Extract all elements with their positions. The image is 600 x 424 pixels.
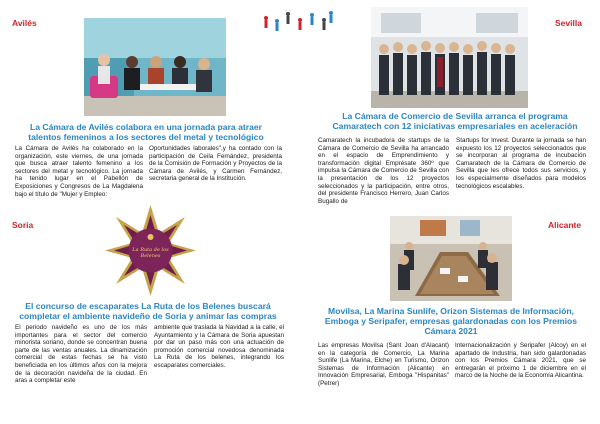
meeting-table-photo-icon [390, 216, 512, 301]
alicante-text-col2: Internacionalización y Seripafer (Alcoy) en el apartado de Industria, han sido galardonadas con los Premios Cámara 2021, que se entregarán el próximo 1 de diciembre en el marco de la Noche de la Economía Alicantina. [455, 342, 586, 380]
panel-discussion-photo-icon [84, 18, 226, 116]
soria-text-col2: ambiente que traslada la Navidad a la calle, el Ayuntamiento y la Cámara de Soria apuestan por dar un paso más con una actuación de promoción comercial novedosa denominada La Ruta de los belenes, integrando los escaparates comerciales. [154, 324, 284, 369]
aviles-text-col1: La Cámara de Avilés ha colaborado en la organización, este viernes, de una jornada que busca atraer talento femenino a los sectores del metal y tecnológico. La jornada ha tenido lugar en el Pabellón de Exposiciones y Congresos de La Magdalena bajo el título de "Mujer y Empleo: [15, 145, 143, 198]
soria-region-label: Soria [12, 220, 34, 230]
alicante-region-label: Alicante [548, 220, 582, 230]
sevilla-region-label: Sevilla [555, 18, 582, 28]
aviles-headline: La Cámara de Avilés colabora en una jornada para atraer talentos femeninos a los sectores del metal y tecnológico [28, 122, 264, 142]
soria-headline: El concurso de escaparates La Ruta de los Belenes buscará completar el ambiente navideño de Soria y animar las compras [19, 301, 277, 321]
aviles-photo [84, 18, 226, 116]
group-photo-icon [371, 7, 528, 108]
sevilla-text-col2: Startups for Invest. Durante la jornada se han expuesto los 12 proyectos seleccionados que se incorporan al programa de incubación Camaratech de la Cámara de Comercio de Sevilla que les ofrece todos sus servicios, y los especialmente diseñados para modelos tecnológicos escalables. [456, 137, 586, 190]
people-figures-icon [262, 8, 334, 34]
sevilla-headline: La Cámara de Comercio de Sevilla arranca el programa Camaratech con 12 iniciativas empresariales en aceleración [332, 111, 578, 131]
aviles-text-col2: Oportunidades laborales",y ha contado con la participación de Ceila Fernández, presidenta de la Comisión de Formación y Proyectos de la Cámara de Avilés, y Carmen Fernández, secretaria general de la Institución. [149, 145, 282, 183]
aviles-region-label: Avilés [12, 18, 37, 28]
soria-poster [103, 203, 198, 298]
alicante-photo [390, 216, 512, 301]
soria-text-col1: El periodo navideño es uno de los más importantes para el sector del comercio minorista soriano, donde se concentran buena parte de las ventas anuales. La dinamización comercial de estas fechas se ha visto beneficiada en los últimos años con la mejora de la decoración navideña de la ciudad. En aras a completar este [15, 324, 147, 385]
alicante-headline: Movilsa, La Marina Sunlife, Orizon Sistemas de Información, Emboga y Seripafer, empresas galardonadas con los Premios Cámara 2021 [324, 306, 578, 336]
soria-poster-title: La Ruta de los Belenes [132, 247, 169, 259]
alicante-text-col1: Las empresas Movilsa (Sant Joan d'Alacant) en la categoría de Comercio, La Marina Sunlife (La Marina, Elche) en Turismo, Orizon Sistemas de Información (Alicante) en Innovación Empresarial, Emboga "Hispanitas" (Petrer) [318, 342, 449, 387]
sevilla-text-col1: Camaratech la incubadora de startups de la Cámara de Comercio de Sevilla ha arrancado en el espacio de Emprendimiento y transformación digital Emprésate 360º que impulsa la Cámara de Comercio de Sevilla con la presentación de los 12 proyectos seleccionados y la participación, entre otros, del presidente Francisco Herrero, Juan Carlos Bugallo de [318, 137, 449, 205]
sevilla-photo [371, 7, 528, 108]
